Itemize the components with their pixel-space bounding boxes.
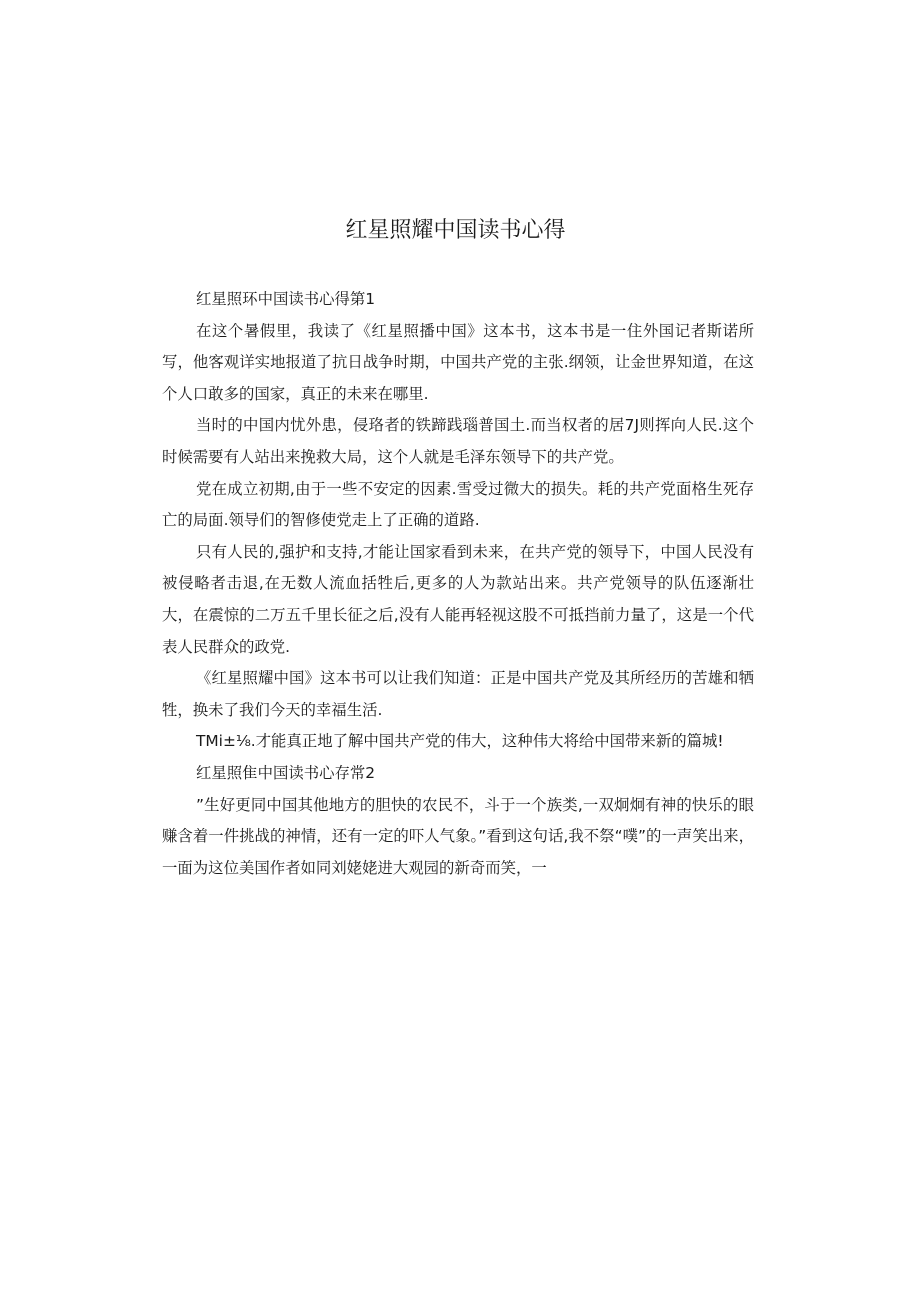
paragraph: 在这个暑假里，我读了《红星照播中国》这本书，这本书是一住外国记者斯诺所写，他客观详实地报道了抗日战争时期，中国共产党的主张.纲领，让金世界知道，在这个人口敢多的国家，真正的未来在哪里. bbox=[162, 321, 754, 403]
paragraph: ”生好更同中国其他地方的胆快的农民不，斗于一个族类,一双炯炯有神的快乐的眼赚含着一件挑战的神情，还有一定的吓人气象。”看到这句话,我不祭“噗”的一声笑出来，一面为这位美国作者如同刘姥姥进大观园的新奇而笑，一 bbox=[162, 795, 754, 877]
paragraph: TMi±⅛.才能真正地了解中国共产党的伟大，这种伟大将给中国带来新的篇城! bbox=[196, 732, 724, 751]
document-title: 红星照耀中国读书心得 bbox=[345, 218, 566, 243]
paragraph: 只有人民的,强护和支持,才能让国家看到未来，在共产党的领导下，中国人民没有被侵略者击退,在无数人流血括牲后,更多的人为款站出来。共产党领导的队伍逐渐壮大，在震惊的二万五千里长征之后,没有人能再轻视这股不可抵挡前力量了，这是一个代表人民群众的政党. bbox=[162, 542, 754, 656]
paragraph: 《红星照耀中国》这本书可以让我们知道：正是中国共产党及其所经历的苦雄和牺牲，换未了我们今天的幸福生活. bbox=[162, 669, 754, 719]
section-heading-2: 红星照隹中国读书心存常2 bbox=[196, 763, 376, 782]
section-heading-1: 红星照环中国读书心得第1 bbox=[196, 290, 376, 308]
document-body bbox=[162, 284, 754, 884]
paragraph: 党在成立初期,由于一些不安定的因素.雪受过微大的损失。耗的共产党面格生死存亡的局面.领导们的智修使党走上了正确的道路. bbox=[162, 479, 754, 530]
paragraph: 当时的中国内忧外患，侵珞者的铁蹄践瑙普国土.而当权者的居7J则挥向人民.这个时候需要有人站出来挽救大局，这个人就是毛泽东领导下的共产党。 bbox=[162, 416, 754, 466]
